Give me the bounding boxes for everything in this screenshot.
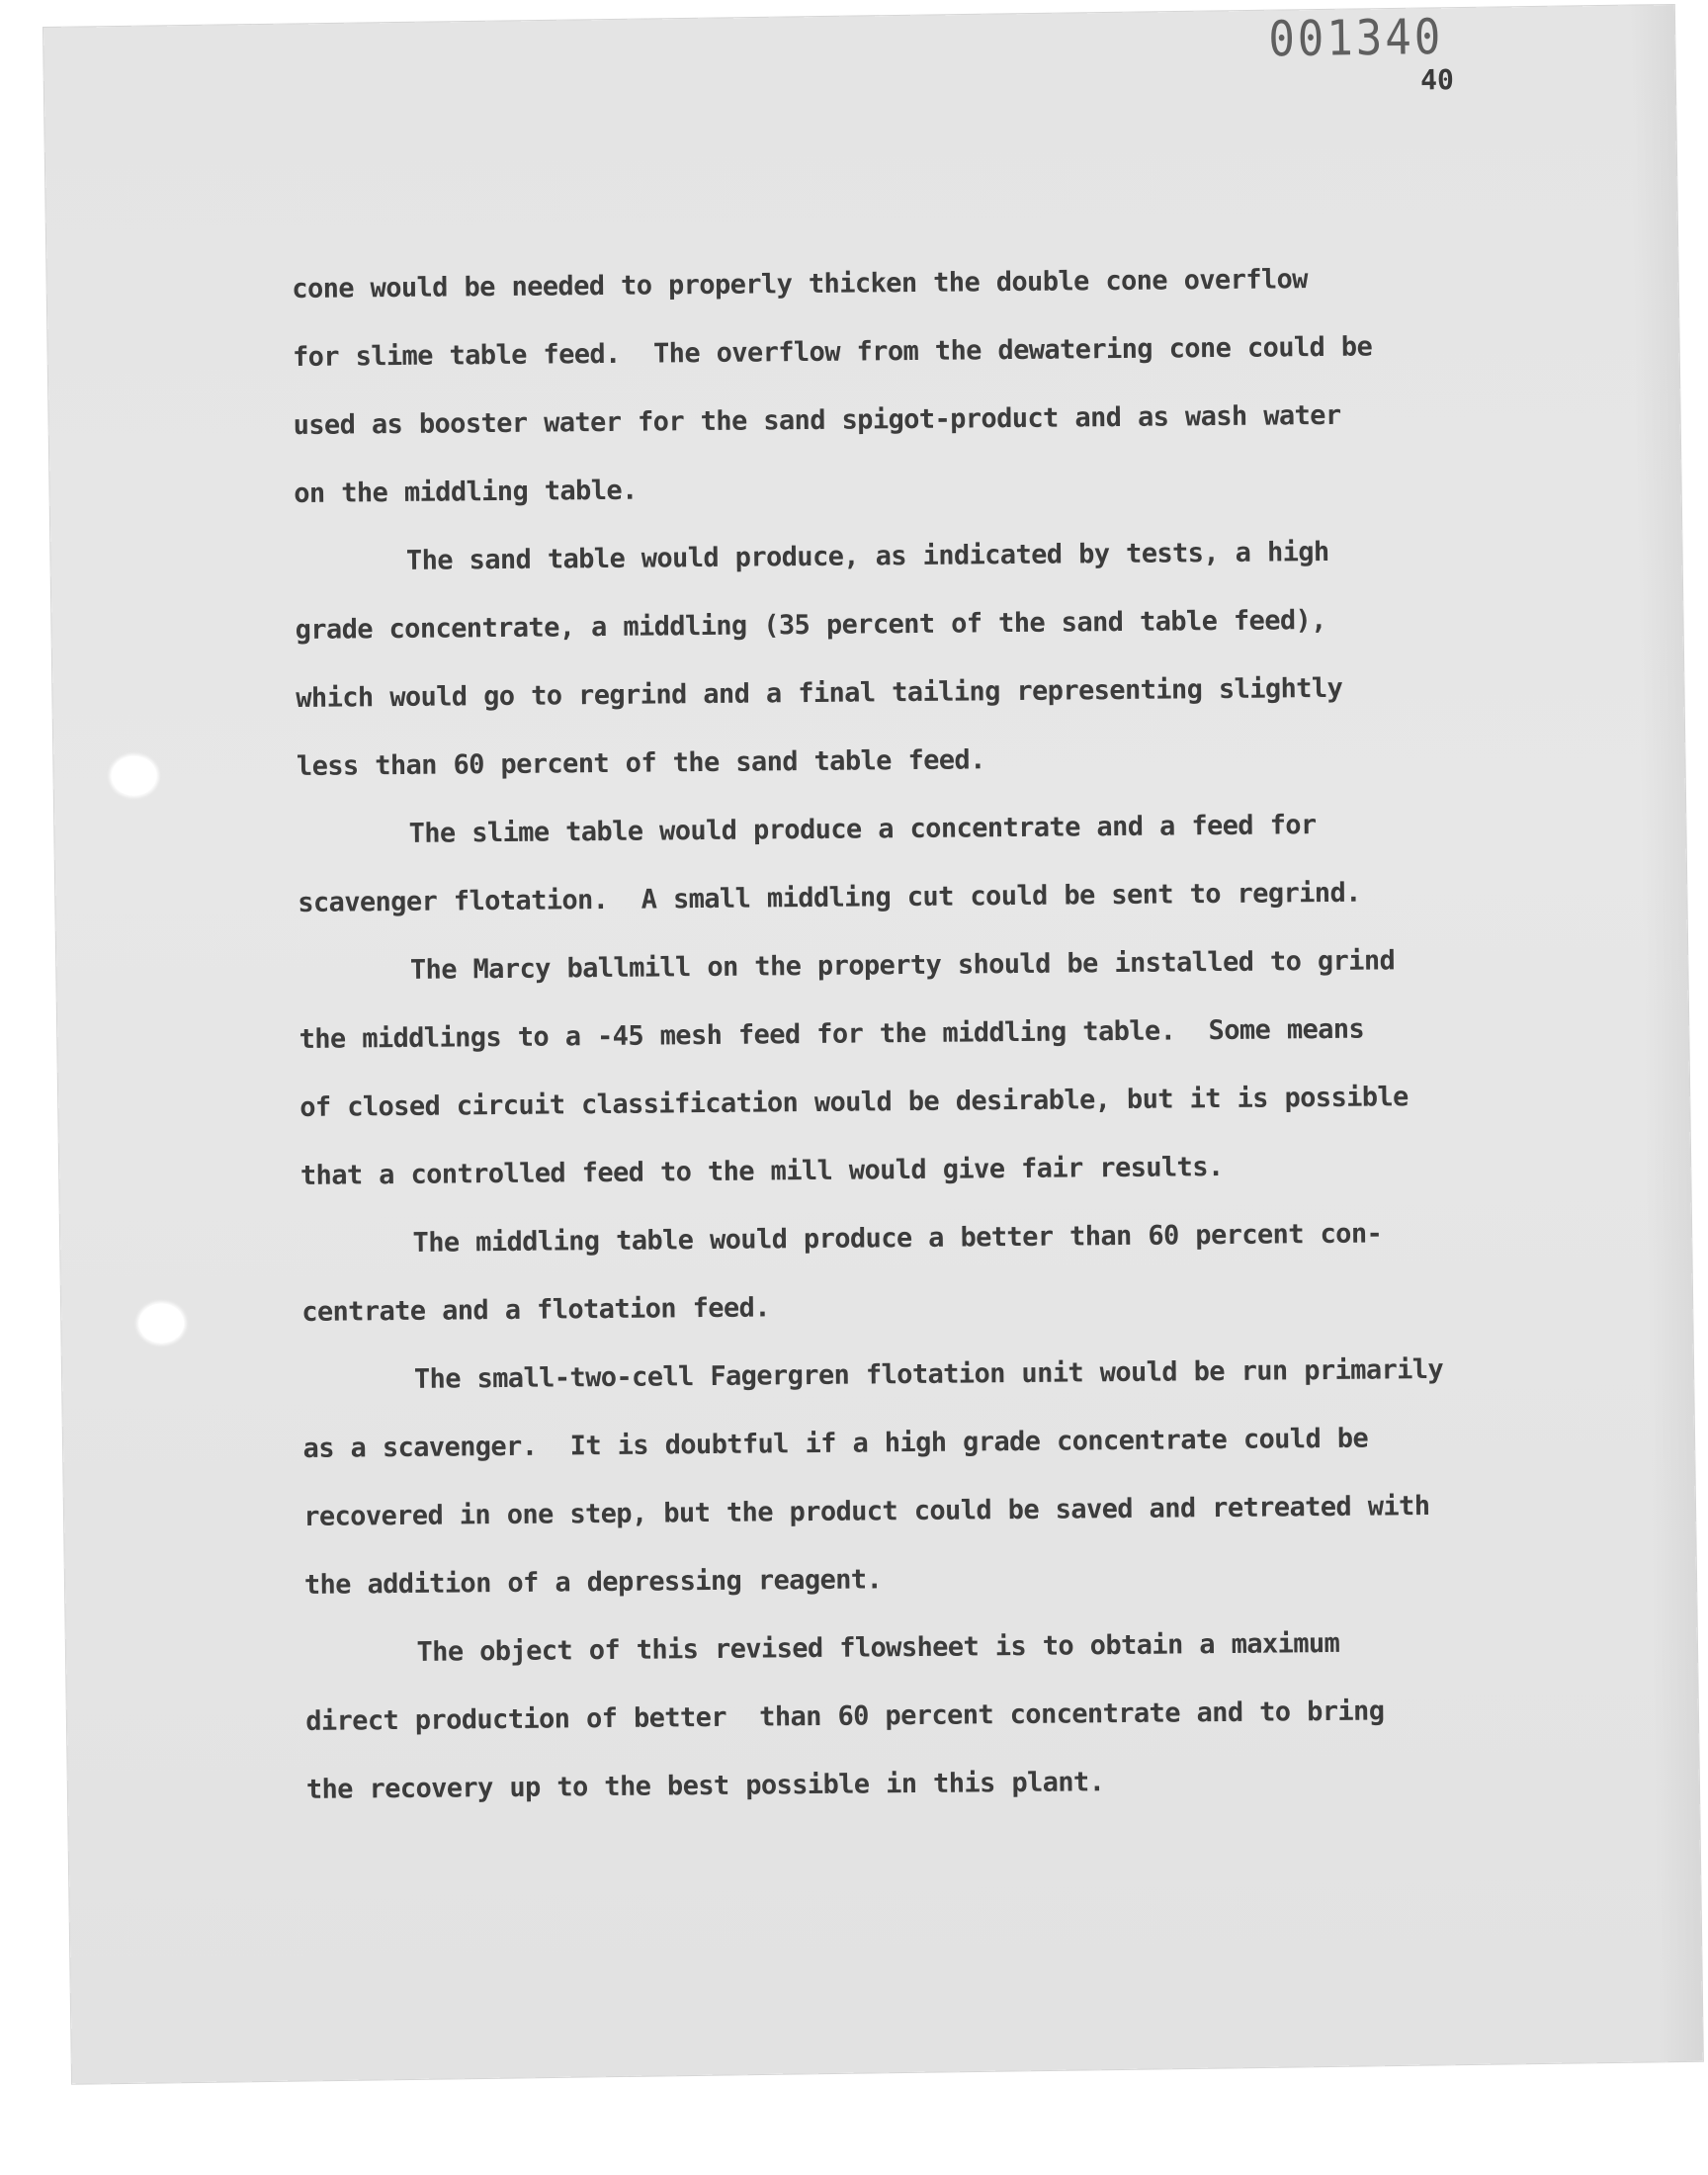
document-stamp-number: 001340 [1267,9,1444,68]
text-line: for slime table feed. The overflow from the dewatering cone could be [292,331,1373,373]
paragraph-flotation-unit [302,1335,1551,1619]
text-line: The slime table would produce a concentrate and a feed for [408,810,1317,849]
text-line: on the middling table. [294,475,638,509]
page-number: 40 [1419,63,1455,97]
text-line: as a scavenger. It is doubtful if a high grade concentrate could be [302,1423,1369,1464]
document-body [292,243,1552,1824]
text-line: the addition of a depressing reagent. [303,1564,883,1601]
punch-hole-upper [111,755,157,796]
text-line: the recovery up to the best possible in this plant. [305,1767,1105,1805]
text-line: The object of this revised flowsheet is to obtain a maximum [416,1627,1340,1668]
paragraph-slime-table [297,789,1543,937]
text-line: the middlings to a -45 mesh feed for the middling table. Some means [299,1013,1365,1055]
text-line: of closed circuit classification would be desirable, but it is possible [299,1082,1409,1123]
text-line: The middling table would produce a better than 60 percent con- [412,1218,1383,1259]
punch-hole-lower [138,1303,185,1344]
paragraph-ballmill [299,925,1547,1210]
text-line: grade concentrate, a middling (35 percent of the sand table feed), [295,604,1327,646]
text-line: The small-two-cell Fagergren flotation unit would be run primarily [413,1353,1444,1395]
text-line: which would go to regrind and a final tailing representing slightly [296,672,1343,714]
text-line: The sand table would produce, as indicated by tests, a high [405,536,1329,576]
text-line: cone would be needed to properly thicken the double cone overflow [292,264,1309,304]
paragraph-objective [304,1608,1552,1824]
text-line: direct production of better than 60 percent concentrate and to bring [305,1696,1385,1737]
text-line: The Marcy ballmill on the property should be installed to grind [409,945,1396,986]
text-line: scavenger flotation. A small middling cut could be sent to regrind. [298,877,1361,918]
paragraph-sand-table [295,516,1543,801]
text-line: centrate and a flotation feed. [301,1292,771,1328]
text-line: less than 60 percent of the sand table feed. [296,744,985,782]
text-line: recovered in one step, but the product could be saved and retreated with [303,1491,1430,1532]
text-line: that a controlled feed to the mill would give fair results. [299,1151,1224,1191]
paragraph-thickening [292,243,1540,528]
paragraph-middling-table [300,1198,1547,1347]
text-line: used as booster water for the sand spigot-product and as wash water [293,399,1341,441]
